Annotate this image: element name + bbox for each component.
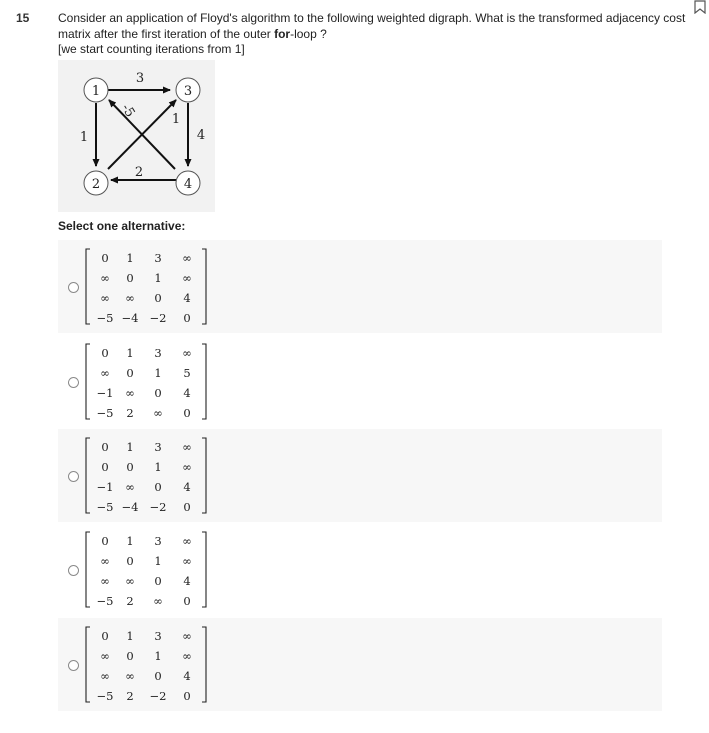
matrix-cell: 0 xyxy=(101,629,109,643)
option-5[interactable] xyxy=(58,618,662,711)
matrix-cell: ∞ xyxy=(100,366,110,380)
matrix-cell: 1 xyxy=(126,440,134,454)
matrix-cell: 2 xyxy=(126,594,134,608)
right-bracket xyxy=(202,249,206,324)
matrix-cell: 0 xyxy=(101,460,109,474)
matrix-cell: ∞ xyxy=(182,460,192,474)
right-bracket xyxy=(202,438,206,513)
option-4[interactable] xyxy=(58,523,662,616)
matrix-cell: 3 xyxy=(154,534,162,548)
matrix-cell: ∞ xyxy=(182,440,192,454)
matrix-cell: 1 xyxy=(154,271,162,285)
matrix-cell: 1 xyxy=(126,346,134,360)
graph-node-1-label: 1 xyxy=(91,84,101,99)
matrix-cell: 0 xyxy=(183,406,191,420)
matrix-cell: 0 xyxy=(154,291,162,305)
option-1[interactable] xyxy=(58,240,662,333)
edge-label-1-2: 1 xyxy=(79,130,89,145)
matrix-cell: −5 xyxy=(96,594,114,608)
option-5-radio[interactable] xyxy=(68,660,79,671)
left-bracket xyxy=(86,627,90,702)
matrix-cell: ∞ xyxy=(125,386,135,400)
matrix-cell: ∞ xyxy=(182,554,192,568)
matrix-cell: ∞ xyxy=(182,271,192,285)
matrix-cell: ∞ xyxy=(125,669,135,683)
matrix-cell: 0 xyxy=(183,311,191,325)
option-5-matrix xyxy=(84,618,208,711)
right-bracket xyxy=(202,344,206,419)
left-bracket xyxy=(86,249,90,324)
matrix-cell: 2 xyxy=(126,406,134,420)
question-text-part1: Consider an application of Floyd's algorithm to the following weighted digraph. What is the transformed adjacency cost matrix after the first iteration of the outer xyxy=(58,11,686,41)
matrix-cell: 1 xyxy=(126,534,134,548)
edge-label-4-2: 2 xyxy=(134,165,144,180)
matrix-cell: 0 xyxy=(101,534,109,548)
matrix-cell: 0 xyxy=(126,554,134,568)
matrix-cell: ∞ xyxy=(100,669,110,683)
matrix-cell: 0 xyxy=(101,440,109,454)
matrix-cell: 4 xyxy=(183,669,191,683)
matrix-cell: ∞ xyxy=(100,574,110,588)
option-3-matrix xyxy=(84,429,208,522)
matrix-cell: −1 xyxy=(96,386,114,400)
matrix-cell: 3 xyxy=(154,440,162,454)
matrix-cell: ∞ xyxy=(153,406,163,420)
edge-label-3-4: 4 xyxy=(196,128,206,143)
matrix-cell: −2 xyxy=(149,311,167,325)
matrix-cell: −2 xyxy=(149,689,167,703)
matrix-cell: 0 xyxy=(101,251,109,265)
matrix-cell: −5 xyxy=(96,311,114,325)
matrix-cell: −5 xyxy=(96,406,114,420)
matrix-cell: 0 xyxy=(154,574,162,588)
matrix-cell: 3 xyxy=(154,346,162,360)
matrix-cell: 3 xyxy=(154,629,162,643)
matrix-cell: −1 xyxy=(96,480,114,494)
graph-node-3-label: 3 xyxy=(183,84,193,99)
matrix-cell: 0 xyxy=(101,346,109,360)
matrix-cell: 1 xyxy=(154,554,162,568)
matrix-cell: 2 xyxy=(126,689,134,703)
matrix-cell: −4 xyxy=(121,500,139,514)
matrix-cell: 0 xyxy=(126,271,134,285)
matrix-cell: 3 xyxy=(154,251,162,265)
matrix-cell: 0 xyxy=(154,480,162,494)
option-2[interactable] xyxy=(58,335,662,428)
matrix-cell: 0 xyxy=(126,366,134,380)
matrix-cell: ∞ xyxy=(100,649,110,663)
matrix-cell: ∞ xyxy=(182,346,192,360)
option-4-radio[interactable] xyxy=(68,565,79,576)
matrix-cell: 1 xyxy=(154,366,162,380)
question-text-bold: for xyxy=(274,26,291,41)
matrix-cell: 1 xyxy=(154,460,162,474)
matrix-cell: 4 xyxy=(183,480,191,494)
right-bracket xyxy=(202,627,206,702)
matrix-cell: 0 xyxy=(154,669,162,683)
question-number: 15 xyxy=(16,11,30,25)
matrix-cell: 0 xyxy=(126,649,134,663)
matrix-cell: −2 xyxy=(149,500,167,514)
left-bracket xyxy=(86,532,90,607)
question-text xyxy=(58,11,688,58)
edge-label-2-3: -5 xyxy=(118,101,138,121)
flag-icon[interactable] xyxy=(693,0,707,14)
matrix-cell: 0 xyxy=(154,386,162,400)
option-3-radio[interactable] xyxy=(68,471,79,482)
matrix-cell: ∞ xyxy=(125,574,135,588)
select-alternative-label: Select one alternative: xyxy=(58,219,186,233)
matrix-cell: 0 xyxy=(183,594,191,608)
option-1-matrix xyxy=(84,240,208,333)
matrix-cell: −5 xyxy=(96,500,114,514)
option-1-radio[interactable] xyxy=(68,282,79,293)
matrix-cell: 1 xyxy=(126,629,134,643)
question-text-part2: -loop ? xyxy=(290,26,327,41)
matrix-cell: 0 xyxy=(126,460,134,474)
matrix-cell: ∞ xyxy=(100,291,110,305)
matrix-cell: ∞ xyxy=(182,629,192,643)
matrix-cell: ∞ xyxy=(182,649,192,663)
matrix-cell: ∞ xyxy=(125,291,135,305)
matrix-cell: 1 xyxy=(154,649,162,663)
edge-label-1-3: 3 xyxy=(135,71,145,86)
matrix-cell: −5 xyxy=(96,689,114,703)
matrix-cell: 4 xyxy=(183,386,191,400)
matrix-cell: ∞ xyxy=(125,480,135,494)
matrix-cell: ∞ xyxy=(100,554,110,568)
option-4-matrix xyxy=(84,523,208,616)
option-3[interactable] xyxy=(58,429,662,522)
matrix-cell: −4 xyxy=(121,311,139,325)
matrix-cell: 0 xyxy=(183,500,191,514)
matrix-cell: 1 xyxy=(126,251,134,265)
option-2-radio[interactable] xyxy=(68,377,79,388)
matrix-cell: ∞ xyxy=(100,271,110,285)
edge-label-4-1: 1 xyxy=(171,112,181,127)
graph-node-2-label: 2 xyxy=(91,177,101,192)
left-bracket xyxy=(86,344,90,419)
matrix-cell: 0 xyxy=(183,689,191,703)
question-note: [we start counting iterations from 1] xyxy=(58,42,245,56)
matrix-cell: 4 xyxy=(183,291,191,305)
right-bracket xyxy=(202,532,206,607)
graph-node-4-label: 4 xyxy=(183,177,193,192)
matrix-cell: 4 xyxy=(183,574,191,588)
weighted-digraph xyxy=(58,60,215,212)
matrix-cell: ∞ xyxy=(182,251,192,265)
left-bracket xyxy=(86,438,90,513)
option-2-matrix xyxy=(84,335,208,428)
matrix-cell: ∞ xyxy=(153,594,163,608)
matrix-cell: 5 xyxy=(183,366,191,380)
matrix-cell: ∞ xyxy=(182,534,192,548)
